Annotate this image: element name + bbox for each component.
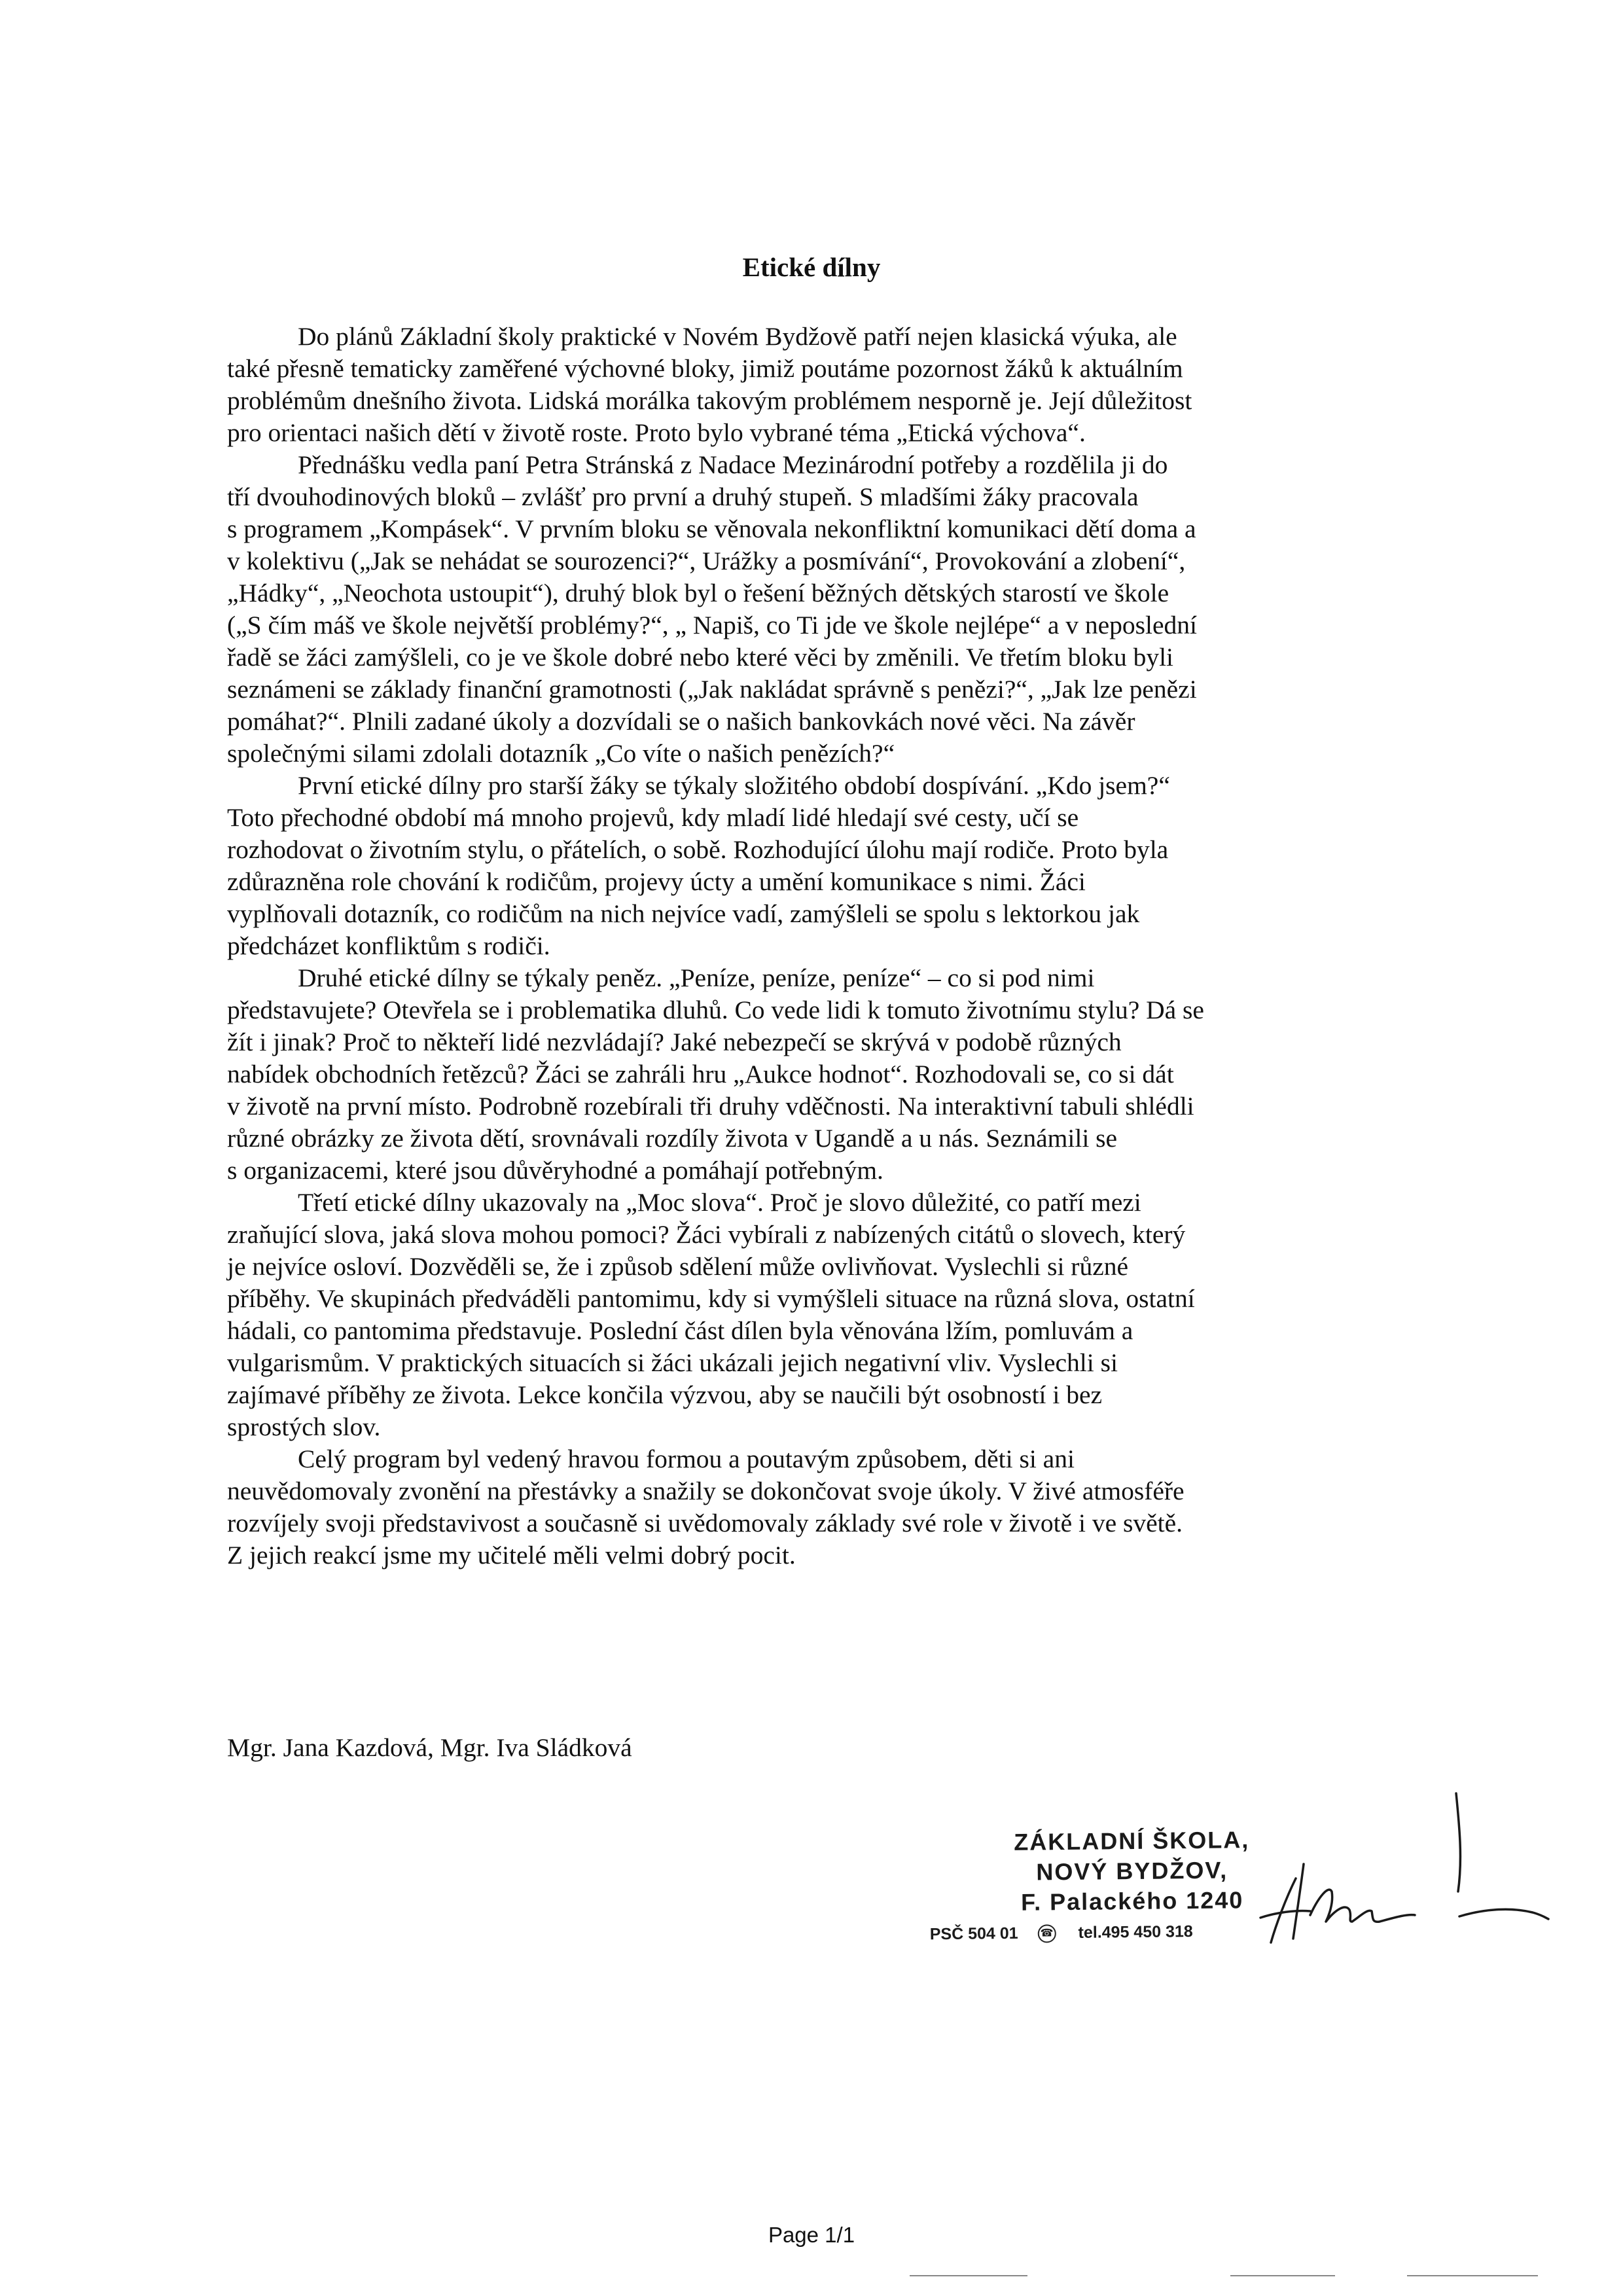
text-line: v kolektivu („Jak se nehádat se sourozenci?“, Urážky a posmívání“, Provokování a zlobení“, [227,547,1186,575]
paragraph [227,962,1405,1187]
handwritten-signature [1132,1787,1551,1957]
paragraph [227,449,1405,770]
paragraph [227,1187,1405,1443]
document-body [227,321,1405,1571]
stamp-street: F. Palackého 1240 [1020,1886,1244,1916]
stamp-town: NOVÝ BYDŽOV, [1036,1856,1228,1886]
text-line: rozhodovat o životním stylu, o přátelích, o sobě. Rozhodující úlohu mají rodiče. Proto byla [227,835,1169,864]
paragraph [227,770,1405,962]
text-line: „Hádky“, „Neochota ustoupit“), druhý blok byl o řešení běžných dětských starostí ve škole [227,579,1169,607]
text-line: je nejvíce osloví. Dozvěděli se, že i způsob sdělení může ovlivňovat. Vyslechli si různé [227,1252,1129,1281]
text-line: Třetí etické dílny ukazovaly na „Moc slova“. Proč je slovo důležité, co patří mezi [298,1188,1141,1217]
text-line: První etické dílny pro starší žáky se týkaly složitého období dospívání. „Kdo jsem?“ [298,771,1170,800]
text-line: tří dvouhodinových bloků – zvlášť pro první a druhý stupeň. S mladšími žáky pracovala [227,482,1139,511]
text-line: také přesně tematicky zaměřené výchovné bloky, jimiž poutáme pozornost žáků k aktuálním [227,354,1183,383]
authors-line: Mgr. Jana Kazdová, Mgr. Iva Sládková [227,1733,632,1762]
text-line: seznámeni se základy finanční gramotnosti („Jak nakládat správně s penězi?“, „Jak lze penězi [227,675,1197,704]
text-line: řadě se žáci zamýšleli, co je ve škole dobré nebo které věci by změnili. Ve třetím bloku byli [227,643,1174,672]
text-line: pro orientaci našich dětí v životě roste. Proto bylo vybrané téma „Etická výchova“. [227,418,1086,447]
text-line: sprostých slov. [227,1412,381,1441]
text-line: zraňující slova, jaká slova mohou pomoci? Žáci vybírali z nabízených citátů o slovech, který [227,1220,1186,1249]
text-line: společnými silami zdolali dotazník „Co víte o našich penězích?“ [227,739,895,768]
text-line: žít i jinak? Proč to někteří lidé nezvládají? Jaké nebezpečí se skrývá v podobě různých [227,1028,1122,1056]
text-line: s programem „Kompásek“. V prvním bloku se věnovala nekonfliktní komunikaci dětí doma a [227,514,1196,543]
paragraph [227,321,1405,449]
stamp-school-name: ZÁKLADNÍ ŠKOLA, [1014,1826,1250,1856]
stamp-postal-code: PSČ 504 01 [929,1924,1018,1944]
text-line: představujete? Otevřela se i problematika dluhů. Co vede lidi k tomuto životnímu stylu? Dá se [227,996,1204,1024]
text-line: s organizacemi, které jsou důvěryhodné a pomáhají potřebným. [227,1156,883,1185]
text-line: pomáhat?“. Plnili zadané úkoly a dozvídali se o našich bankovkách nové věci. Na závěr [227,707,1135,736]
text-line: Do plánů Základní školy praktické v Novém Bydžově patří nejen klasická výuka, ale [298,322,1177,351]
document-title: Etické dílny [742,252,881,282]
text-line: předcházet konfliktům s rodiči. [227,931,550,960]
text-line: hádali, co pantomima představuje. Poslední část dílen byla věnována lžím, pomluvám a [227,1316,1133,1345]
text-line: nabídek obchodních řetězců? Žáci se zahráli hru „Aukce hodnot“. Rozhodovali se, co si dát [227,1060,1174,1088]
text-line: Přednášku vedla paní Petra Stránská z Nadace Mezinárodní potřeby a rozdělila ji do [298,450,1168,479]
text-line: Z jejich reakcí jsme my učitelé měli velmi dobrý pocit. [227,1541,796,1570]
text-line: v životě na první místo. Podrobně rozebírali tři druhy vděčnosti. Na interaktivní tabuli shlédli [227,1092,1194,1121]
text-line: problémům dnešního života. Lidská morálka takovým problémem nesporně je. Její důležitost [227,386,1192,415]
text-line: („S čím máš ve škole největší problémy?“, „ Napiš, co Ti jde ve škole nejlépe“ a v neposlední [227,611,1197,639]
page-number: Page 1/1 [768,2223,855,2247]
text-line: zdůrazněna role chování k rodičům, projevy úcty a umění komunikace s nimi. Žáci [227,867,1086,896]
text-line: vyplňovali dotazník, co rodičům na nich nejvíce vadí, zamýšleli se spolu s lektorkou jak [227,899,1140,928]
text-line: vulgarismům. V praktických situacích si žáci ukázali jejich negativní vliv. Vyslechli si [227,1348,1118,1377]
phone-icon: ☎ [1037,1925,1056,1943]
text-line: Celý program byl vedený hravou formou a poutavým způsobem, děti si ani [298,1444,1075,1473]
stamp-phone: tel.495 450 318 [1078,1922,1193,1942]
footer-divider [1407,2275,1538,2276]
footer-divider [910,2275,1027,2276]
text-line: neuvědomovaly zvonění na přestávky a snažily se dokončovat svoje úkoly. V živé atmosféře [227,1477,1185,1505]
text-line: rozvíjely svoji představivost a současně si uvědomovaly základy své role v životě i ve světě. [227,1509,1183,1537]
text-line: příběhy. Ve skupinách předváděli pantomimu, kdy si vymýšleli situace na různá slova, ostatní [227,1284,1195,1313]
text-line: různé obrázky ze života dětí, srovnávali rozdíly života v Ugandě a u nás. Seznámili se [227,1124,1118,1153]
text-line: Druhé etické dílny se týkaly peněz. „Peníze, peníze, peníze“ – co si pod nimi [298,963,1095,992]
footer-divider [1230,2275,1335,2276]
text-line: Toto přechodné období má mnoho projevů, kdy mladí lidé hledají své cesty, učí se [227,803,1079,832]
text-line: zajímavé příběhy ze života. Lekce končila výzvou, aby se naučili být osobností i bez [227,1380,1103,1409]
paragraph [227,1443,1405,1571]
